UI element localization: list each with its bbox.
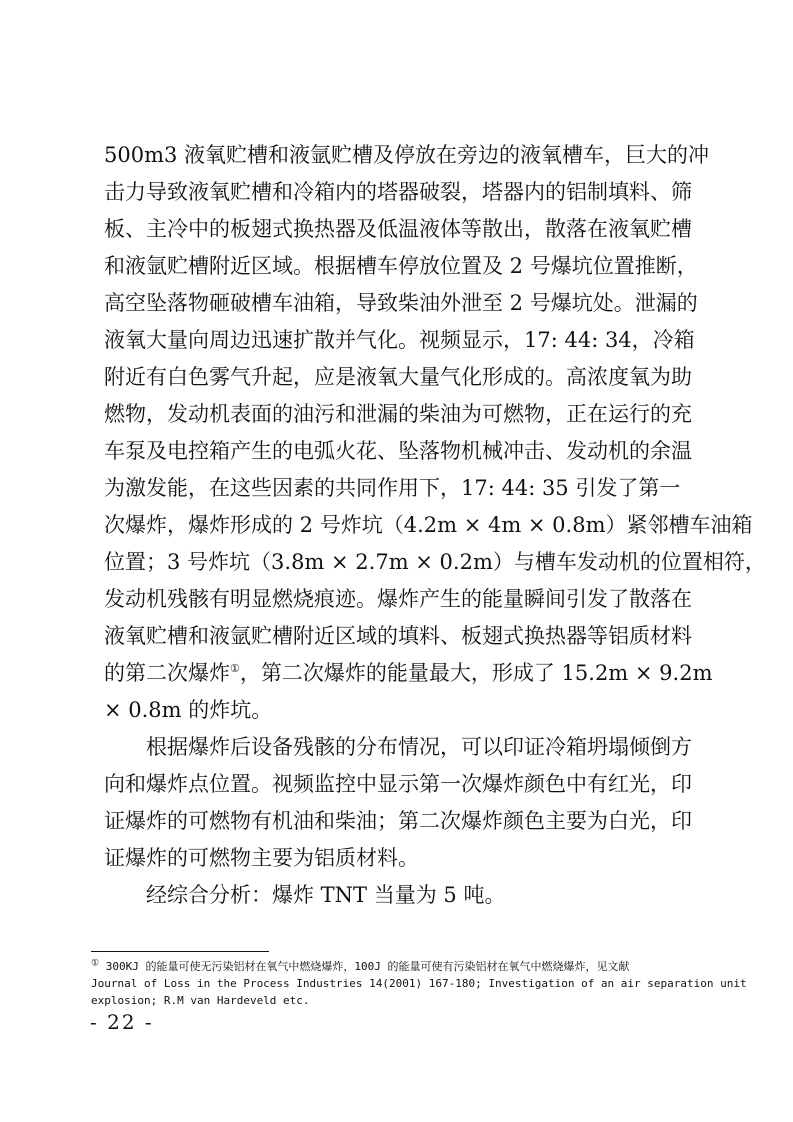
page-number: - 22 -: [90, 1010, 154, 1034]
paragraph-2-line: 证爆炸的可燃物有机油和柴油；第二次爆炸颜色主要为白光，印: [104, 809, 692, 833]
paragraph-2-line: 根据爆炸后设备残骸的分布情况，可以印证冷箱坍塌倾倒方: [146, 735, 692, 759]
paragraph-1-line: 高空坠落物砸破槽车油箱，导致柴油外泄至 2 号爆坑处。泄漏的: [104, 291, 698, 315]
paragraph-2-line: 向和爆炸点位置。视频监控中显示第一次爆炸颜色中有红光，印: [104, 772, 692, 796]
paragraph-1-line: 和液氩贮槽附近区域。根据槽车停放位置及 2 号爆坑位置推断，: [104, 254, 698, 278]
footnote: [91, 958, 747, 1009]
paragraph-1-line: 500m3 液氧贮槽和液氩贮槽及停放在旁边的液氧槽车，巨大的冲: [104, 143, 710, 167]
paragraph-1-line: 击力导致液氧贮槽和冷箱内的塔器破裂，塔器内的铝制填料、筛: [104, 180, 692, 204]
footnote-reference[interactable]: ①: [230, 662, 240, 675]
paragraph-1-line: 附近有白色雾气升起，应是液氧大量气化形成的。高浓度氧为助: [104, 365, 692, 389]
footnote-marker: ①: [91, 958, 100, 969]
line-text: ，第二次爆炸的能量最大，形成了 15.2m × 9.2m: [239, 661, 713, 685]
paragraph-1-line: 液氧大量向周边迅速扩散并气化。视频显示，17: 44: 34，冷箱: [104, 328, 695, 352]
paragraph-3-conclusion: 经综合分析：爆炸 TNT 当量为 5 吨。: [146, 883, 506, 907]
paragraph-1-line: 燃物，发动机表面的油污和泄漏的柴油为可燃物，正在运行的充: [104, 402, 692, 426]
paragraph-1-line: × 0.8m 的炸坑。: [104, 698, 273, 722]
body-text: [104, 137, 766, 914]
footnote-separator: [91, 951, 269, 952]
footnote-text: 300KJ 的能量可使无污染铝材在氧气中燃烧爆炸，100J 的能量可使有污染铝材在氧气中燃烧爆炸，见文献: [105, 960, 630, 973]
footnote-line: Journal of Loss in the Process Industries 14(2001) 167-180; Investigation of an air separation unit: [91, 977, 747, 990]
paragraph-1-line: 位置；3 号炸坑（3.8m × 2.7m × 0.2m）与槽车发动机的位置相符，: [104, 550, 766, 574]
paragraph-1-line: 液氧贮槽和液氩贮槽附近区域的填料、板翅式换热器等铝质材料: [104, 624, 692, 648]
footnote-line: explosion; R.M van Hardeveld etc.: [91, 994, 310, 1007]
paragraph-1-line: [104, 655, 713, 692]
line-text: 的第二次爆炸: [104, 661, 230, 685]
paragraph-1-line: 发动机残骸有明显燃烧痕迹。爆炸产生的能量瞬间引发了散落在: [104, 587, 692, 611]
paragraph-1-line: 车泵及电控箱产生的电弧火花、坠落物机械冲击、发动机的余温: [104, 439, 692, 463]
paragraph-1-line: 板、主冷中的板翅式换热器及低温液体等散出，散落在液氧贮槽: [104, 217, 692, 241]
paragraph-1-line: 为激发能，在这些因素的共同作用下，17: 44: 35 引发了第一: [104, 476, 681, 500]
footnote-line: [91, 958, 711, 975]
paragraph-2-line: 证爆炸的可燃物主要为铝质材料。: [104, 846, 419, 870]
paragraph-1-line: 次爆炸，爆炸形成的 2 号炸坑（4.2m × 4m × 0.8m）紧邻槽车油箱: [104, 513, 753, 537]
